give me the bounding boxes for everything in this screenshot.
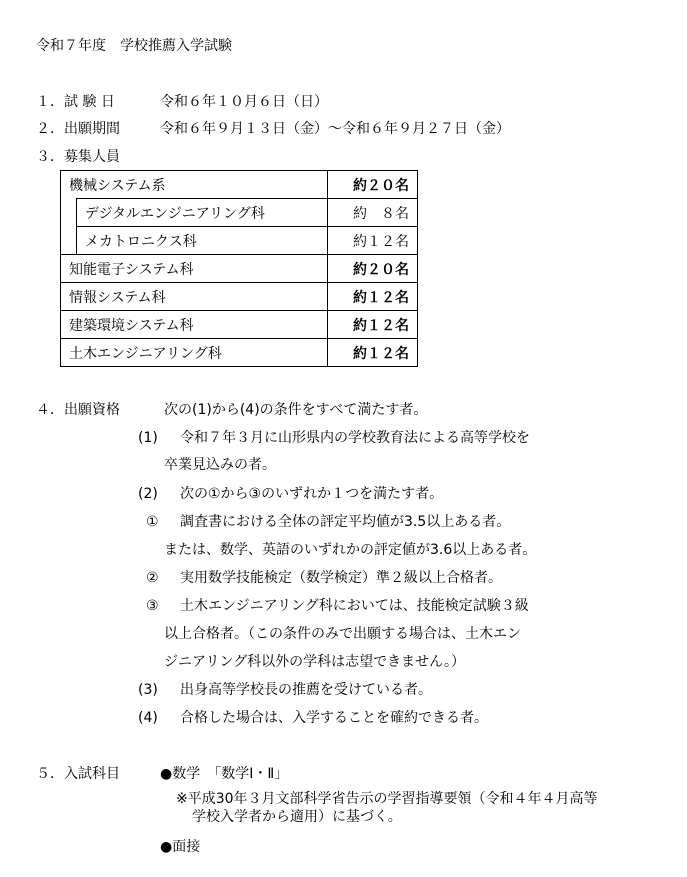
dept-count: 約１２名 [328, 339, 418, 367]
sub-condition-1-text: 調査書における全体の評定平均値が3.5以上ある者。 [180, 514, 511, 530]
table-row [61, 311, 418, 339]
subject-note-cont: 学校入学者から適用）に基づく。 [192, 809, 402, 825]
application-period-value: 令和６年９月１３日（金）〜令和６年９月２７日（金） [160, 121, 510, 137]
condition-3-number: (3) [138, 682, 158, 698]
condition-1-text: 令和７年３月に山形県内の学校教育法による高等学校を [180, 430, 530, 446]
condition-3-text: 出身高等学校長の推薦を受けている者。 [180, 682, 432, 698]
condition-1-number: (1) [138, 430, 158, 446]
sub-condition-3-text: 土木エンジニアリング科においては、技能検定試験３級 [180, 598, 529, 614]
dept-count: 約１２名 [328, 227, 418, 255]
table-row [61, 339, 418, 367]
exam-date-label: １．試 験 日 [36, 94, 115, 110]
condition-2-text: 次の①から③のいずれか１つを満たす者。 [180, 486, 444, 502]
sub-condition-3-text-cont: 以上合格者。（この条件のみで出願する場合は、土木エン [164, 626, 521, 642]
exam-date-value: 令和６年１０月６日（日） [160, 94, 328, 110]
dept-count: 約１２名 [328, 283, 418, 311]
table-row [61, 171, 418, 199]
subject-math: ●数学 「数学Ⅰ・Ⅱ」 [160, 766, 289, 782]
indent-spacer [61, 199, 77, 227]
quota-label: ３．募集人員 [36, 149, 120, 165]
table-row [61, 255, 418, 283]
subject-note: ※平成30年３月文部科学省告示の学習指導要領（令和４年４月高等 [176, 791, 598, 807]
sub-condition-2-number: ② [146, 570, 159, 586]
sub-condition-3-number: ③ [146, 598, 159, 614]
subjects-label: ５．入試科目 [36, 766, 120, 782]
dept-count: 約２０名 [328, 255, 418, 283]
indent-spacer [61, 227, 77, 255]
dept-name: 機械システム系 [61, 171, 328, 199]
dept-name: 情報システム科 [61, 283, 328, 311]
qualification-intro: 次の(1)から(4)の条件をすべて満たす者。 [164, 402, 428, 418]
table-row [61, 199, 418, 227]
dept-name: デジタルエンジニアリング科 [76, 199, 327, 227]
condition-4-text: 合格した場合は、入学することを確約できる者。 [180, 710, 488, 726]
table-row [61, 283, 418, 311]
table-row [61, 227, 418, 255]
sub-condition-3-text-cont2: ジニアリング科以外の学科は志望できません。） [164, 654, 465, 670]
page-title: 令和７年度 学校推薦入学試験 [36, 38, 232, 54]
dept-name: 建築環境システム科 [61, 311, 328, 339]
qualification-label: ４．出願資格 [36, 402, 120, 418]
dept-count: 約２０名 [328, 171, 418, 199]
application-period-label: ２．出願期間 [36, 121, 120, 137]
dept-count: 約 ８名 [328, 199, 418, 227]
subject-interview: ●面接 [160, 839, 201, 855]
dept-name: 土木エンジニアリング科 [61, 339, 328, 367]
dept-name: メカトロニクス科 [76, 227, 327, 255]
condition-1-text-cont: 卒業見込みの者。 [164, 457, 276, 473]
dept-count: 約１２名 [328, 311, 418, 339]
condition-2-number: (2) [138, 486, 158, 502]
sub-condition-1-text-cont: または、数学、英語のいずれかの評定値が3.6以上ある者。 [164, 542, 537, 558]
sub-condition-1-number: ① [146, 514, 159, 530]
condition-4-number: (4) [138, 710, 158, 726]
quota-table [60, 170, 418, 367]
sub-condition-2-text: 実用数学技能検定（数学検定）準２級以上合格者。 [180, 570, 502, 586]
dept-name: 知能電子システム科 [61, 255, 328, 283]
